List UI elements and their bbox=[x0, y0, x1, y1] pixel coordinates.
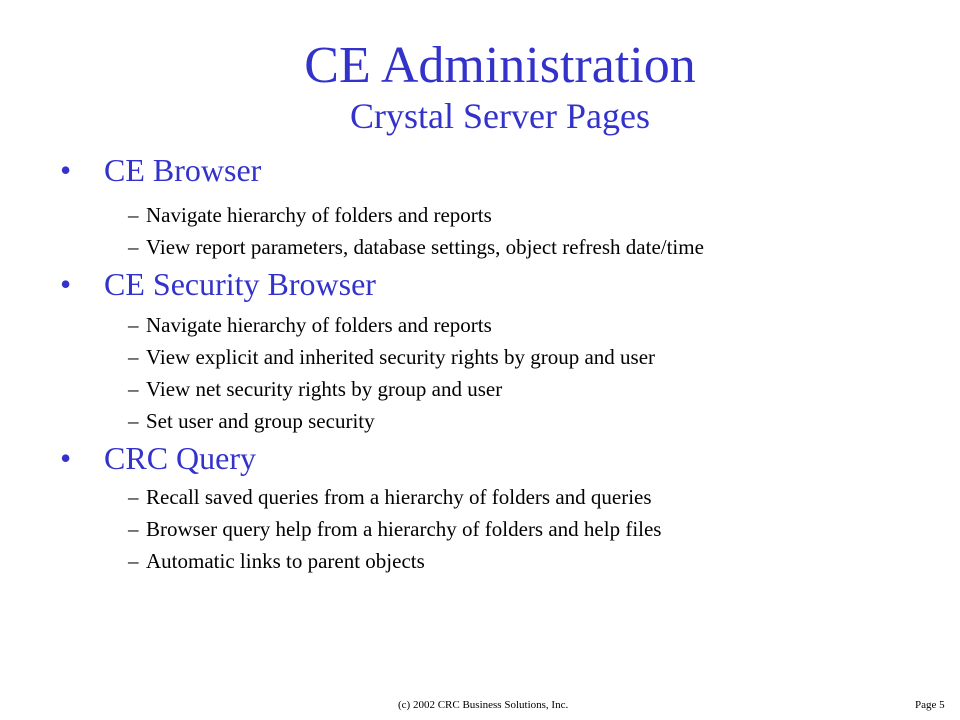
bullet-icon: • bbox=[60, 440, 72, 476]
section-heading-crc-query bbox=[60, 440, 256, 476]
list-item-label: Set user and group security bbox=[146, 409, 375, 433]
footer-copyright: (c) 2002 CRC Business Solutions, Inc. bbox=[398, 699, 569, 711]
dash-icon: – bbox=[128, 313, 139, 337]
list-item bbox=[128, 484, 652, 510]
page-number: Page 5 bbox=[915, 699, 945, 711]
dash-icon: – bbox=[128, 235, 139, 259]
slide-subtitle: Crystal Server Pages bbox=[350, 96, 650, 136]
list-item-label: Recall saved queries from a hierarchy of folders and queries bbox=[146, 485, 652, 509]
list-item bbox=[128, 202, 492, 228]
list-item bbox=[128, 376, 502, 402]
slide-title: CE Administration bbox=[304, 37, 696, 94]
section-heading-label: CRC Query bbox=[104, 440, 256, 476]
list-item-label: View explicit and inherited security rights by group and user bbox=[146, 345, 656, 369]
list-item-label: Automatic links to parent objects bbox=[146, 549, 425, 573]
bullet-icon: • bbox=[60, 152, 72, 188]
list-item-label: Browser query help from a hierarchy of folders and help files bbox=[146, 517, 662, 541]
dash-icon: – bbox=[128, 203, 139, 227]
bullet-icon: • bbox=[60, 266, 72, 302]
list-item-label: Navigate hierarchy of folders and reports bbox=[146, 203, 492, 227]
list-item bbox=[128, 516, 661, 542]
dash-icon: – bbox=[128, 409, 139, 433]
dash-icon: – bbox=[128, 549, 139, 573]
list-item bbox=[128, 234, 704, 260]
section-heading-ce-browser bbox=[60, 152, 261, 188]
list-item bbox=[128, 344, 655, 370]
section-heading-label: CE Browser bbox=[104, 152, 262, 188]
list-item bbox=[128, 408, 375, 434]
section-heading-label: CE Security Browser bbox=[104, 266, 376, 302]
list-item bbox=[128, 312, 492, 338]
section-heading-ce-security-browser bbox=[60, 266, 376, 302]
dash-icon: – bbox=[128, 517, 139, 541]
list-item bbox=[128, 548, 425, 574]
dash-icon: – bbox=[128, 345, 139, 369]
list-item-label: View net security rights by group and user bbox=[146, 377, 503, 401]
dash-icon: – bbox=[128, 377, 139, 401]
dash-icon: – bbox=[128, 485, 139, 509]
list-item-label: Navigate hierarchy of folders and reports bbox=[146, 313, 492, 337]
list-item-label: View report parameters, database settings, object refresh date/time bbox=[146, 235, 704, 259]
